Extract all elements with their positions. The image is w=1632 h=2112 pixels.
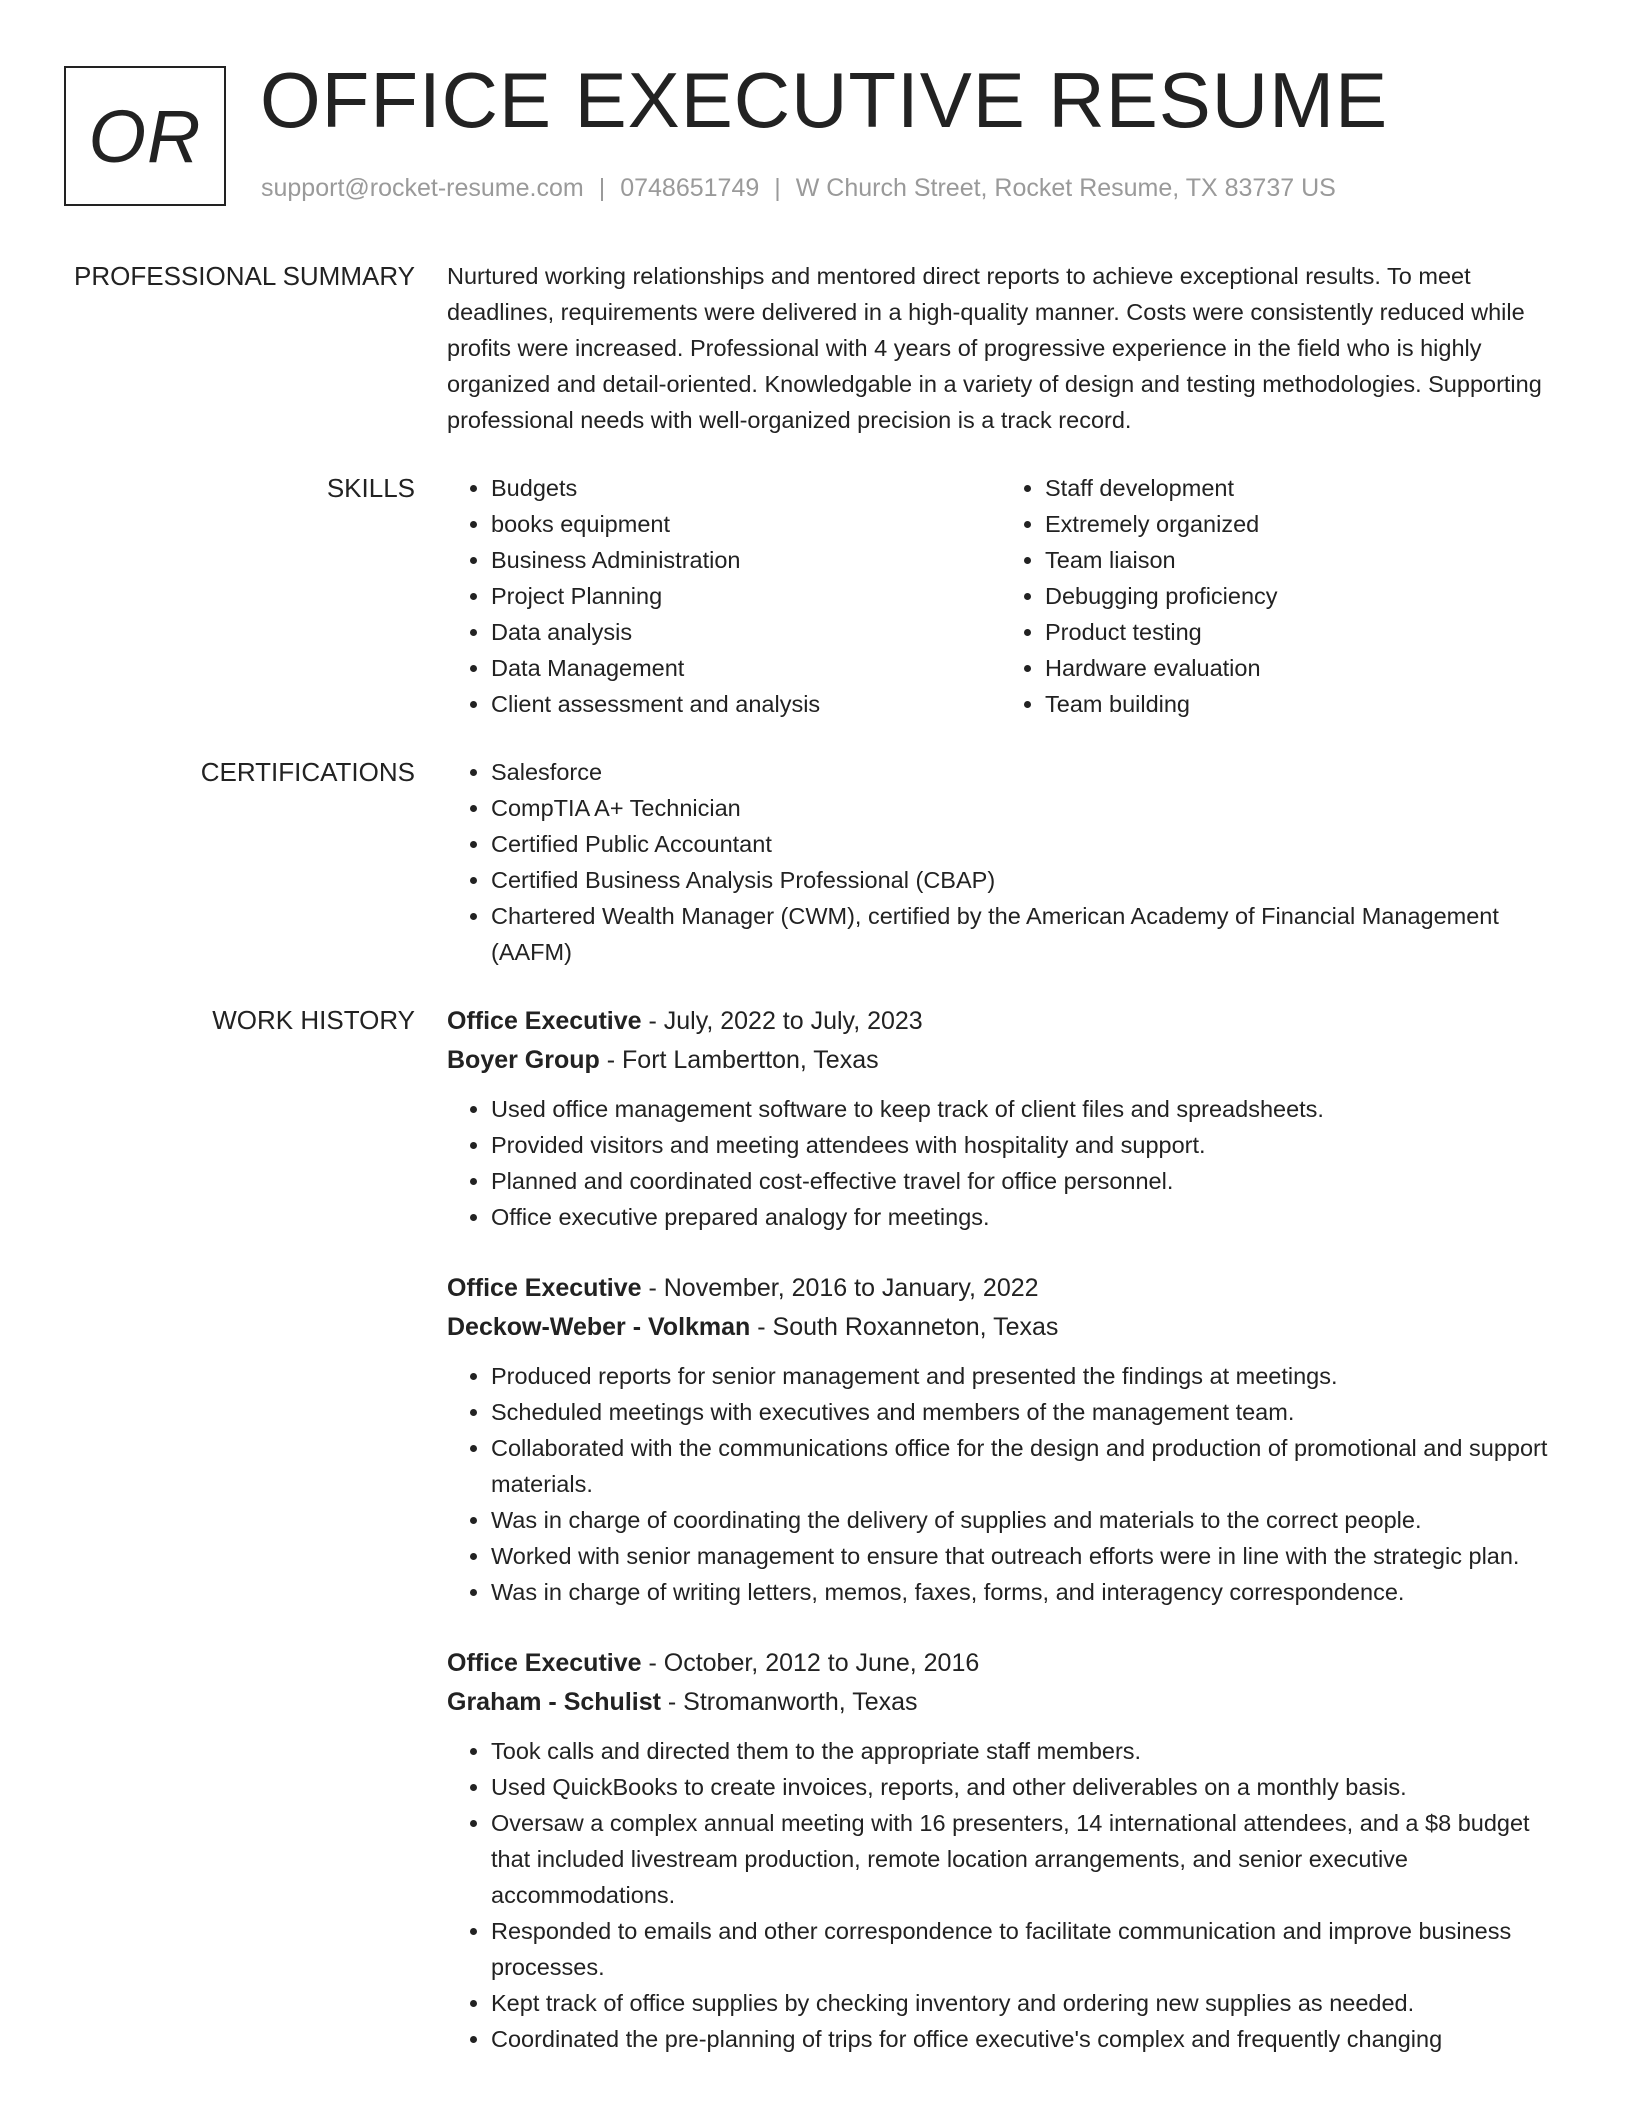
job-dates: - July, 2022 to July, 2023 — [641, 1007, 923, 1035]
job-location: - Fort Lambertton, Texas — [599, 1046, 879, 1074]
contact-phone: 0748651749 — [620, 174, 760, 202]
job-duties-list — [447, 1091, 1555, 1235]
job-duty: • Scheduled meetings with executives and members of the management team. — [491, 1394, 1555, 1430]
skills-label: SKILLS — [326, 473, 415, 503]
skill-item: • Product testing — [1045, 614, 1555, 650]
skill-item: • Team liaison — [1045, 542, 1555, 578]
job-duty: • Worked with senior management to ensure that outreach efforts were in line with the strategic plan. — [491, 1538, 1555, 1574]
resume-title: OFFICE EXECUTIVE RESUME — [260, 56, 1389, 144]
job-duty: • Took calls and directed them to the appropriate staff members. — [491, 1733, 1555, 1769]
job-duty: • Kept track of office supplies by checking inventory and ordering new supplies as needed. — [491, 1985, 1555, 2021]
contact-email: support@rocket-resume.com — [261, 174, 584, 202]
job-company: Graham - Schulist — [447, 1688, 661, 1716]
contact-line — [261, 174, 1336, 203]
summary-label: PROFESSIONAL SUMMARY — [74, 261, 415, 291]
job-company-line — [447, 1041, 1555, 1080]
contact-separator: | — [598, 174, 606, 202]
job-location: - Stromanworth, Texas — [660, 1688, 918, 1716]
skill-item: • Data Management — [491, 650, 1001, 686]
skill-item: • Debugging proficiency — [1045, 578, 1555, 614]
certification-item: • Certified Public Accountant — [491, 826, 1555, 862]
contact-address: W Church Street, Rocket Resume, TX 83737 US — [795, 174, 1336, 202]
skills-section — [0, 470, 1632, 722]
job-duties-list — [447, 1358, 1555, 1610]
skill-item: • Staff development — [1045, 470, 1555, 506]
job-company-line — [447, 1308, 1555, 1347]
job-duty: • Collaborated with the communications office for the design and production of promotional and support materials. — [491, 1430, 1555, 1502]
skill-item: • Business Administration — [491, 542, 1001, 578]
job-location: - South Roxanneton, Texas — [750, 1313, 1059, 1341]
job-duty: • Was in charge of writing letters, memos, faxes, forms, and interagency correspondence. — [491, 1574, 1555, 1610]
skill-item: • Team building — [1045, 686, 1555, 722]
job-title: Office Executive — [447, 1007, 642, 1035]
certifications-section — [0, 754, 1632, 970]
skill-item: • Extremely organized — [1045, 506, 1555, 542]
job-duty: • Used QuickBooks to create invoices, reports, and other deliverables on a monthly basis. — [491, 1769, 1555, 1805]
monogram-logo: OR — [64, 66, 226, 206]
skills-list-right — [1001, 470, 1555, 722]
job-duties-list — [447, 1733, 1555, 2057]
job-company: Deckow-Weber - Volkman — [447, 1313, 751, 1341]
job-duty: • Office executive prepared analogy for meetings. — [491, 1199, 1555, 1235]
job-title-line — [447, 1002, 1555, 1041]
job-duty: • Provided visitors and meeting attendees with hospitality and support. — [491, 1127, 1555, 1163]
skill-item: • Data analysis — [491, 614, 1001, 650]
job-duty: • Responded to emails and other correspondence to facilitate communication and improve business processes. — [491, 1913, 1555, 1985]
resume-content — [0, 258, 1632, 2089]
job-company-line — [447, 1683, 1555, 1722]
job-dates: - November, 2016 to January, 2022 — [641, 1274, 1039, 1302]
contact-separator: | — [774, 174, 781, 202]
job-duty: • Used office management software to keep track of client files and spreadsheets. — [491, 1091, 1555, 1127]
job-title: Office Executive — [447, 1649, 642, 1677]
job-entry — [447, 1269, 1555, 1610]
job-title-line — [447, 1644, 1555, 1683]
certification-item: • Certified Business Analysis Professional (CBAP) — [491, 862, 1555, 898]
job-title: Office Executive — [447, 1274, 642, 1302]
job-duty: • Planned and coordinated cost-effective travel for office personnel. — [491, 1163, 1555, 1199]
job-entry — [447, 1644, 1555, 2057]
job-duty: • Oversaw a complex annual meeting with 16 presenters, 14 international attendees, and a $8 budget that included livestream production, remote location arrangements, and senior executive accommodations. — [491, 1805, 1555, 1913]
certification-item: • Chartered Wealth Manager (CWM), certified by the American Academy of Financial Management (AAFM) — [491, 898, 1555, 970]
work-history-section — [0, 1002, 1632, 2057]
job-title-line — [447, 1269, 1555, 1308]
certifications-list — [447, 754, 1555, 970]
skills-list-left — [447, 470, 1001, 722]
skill-item: • Project Planning — [491, 578, 1001, 614]
certification-item: • Salesforce — [491, 754, 1555, 790]
skill-item: • Client assessment and analysis — [491, 686, 1001, 722]
job-company: Boyer Group — [447, 1046, 600, 1074]
summary-text: Nurtured working relationships and mentored direct reports to achieve exceptional results. To meet deadlines, requirements were delivered in a high-quality manner. Costs were consistently reduced while profits were increased. Professional with 4 years of progressive experience in the field who is highly organized and detail-oriented. Knowledgable in a variety of design and testing methodologies. Supporting professional needs with well-organized precision is a track record. — [447, 263, 1542, 433]
job-duty: • Produced reports for senior management and presented the findings at meetings. — [491, 1358, 1555, 1394]
certification-item: • CompTIA A+ Technician — [491, 790, 1555, 826]
skill-item: • Hardware evaluation — [1045, 650, 1555, 686]
job-entry — [447, 1002, 1555, 1235]
work-history-label: WORK HISTORY — [212, 1005, 415, 1035]
job-duty: • Coordinated the pre-planning of trips for office executive's complex and frequently changing — [491, 2021, 1555, 2057]
skills-columns — [447, 470, 1555, 722]
job-dates: - October, 2012 to June, 2016 — [641, 1649, 980, 1677]
skill-item: • Budgets — [491, 470, 1001, 506]
job-duty: • Was in charge of coordinating the delivery of supplies and materials to the correct people. — [491, 1502, 1555, 1538]
skill-item: • books equipment — [491, 506, 1001, 542]
summary-section — [0, 258, 1632, 438]
certifications-label: CERTIFICATIONS — [200, 757, 415, 787]
